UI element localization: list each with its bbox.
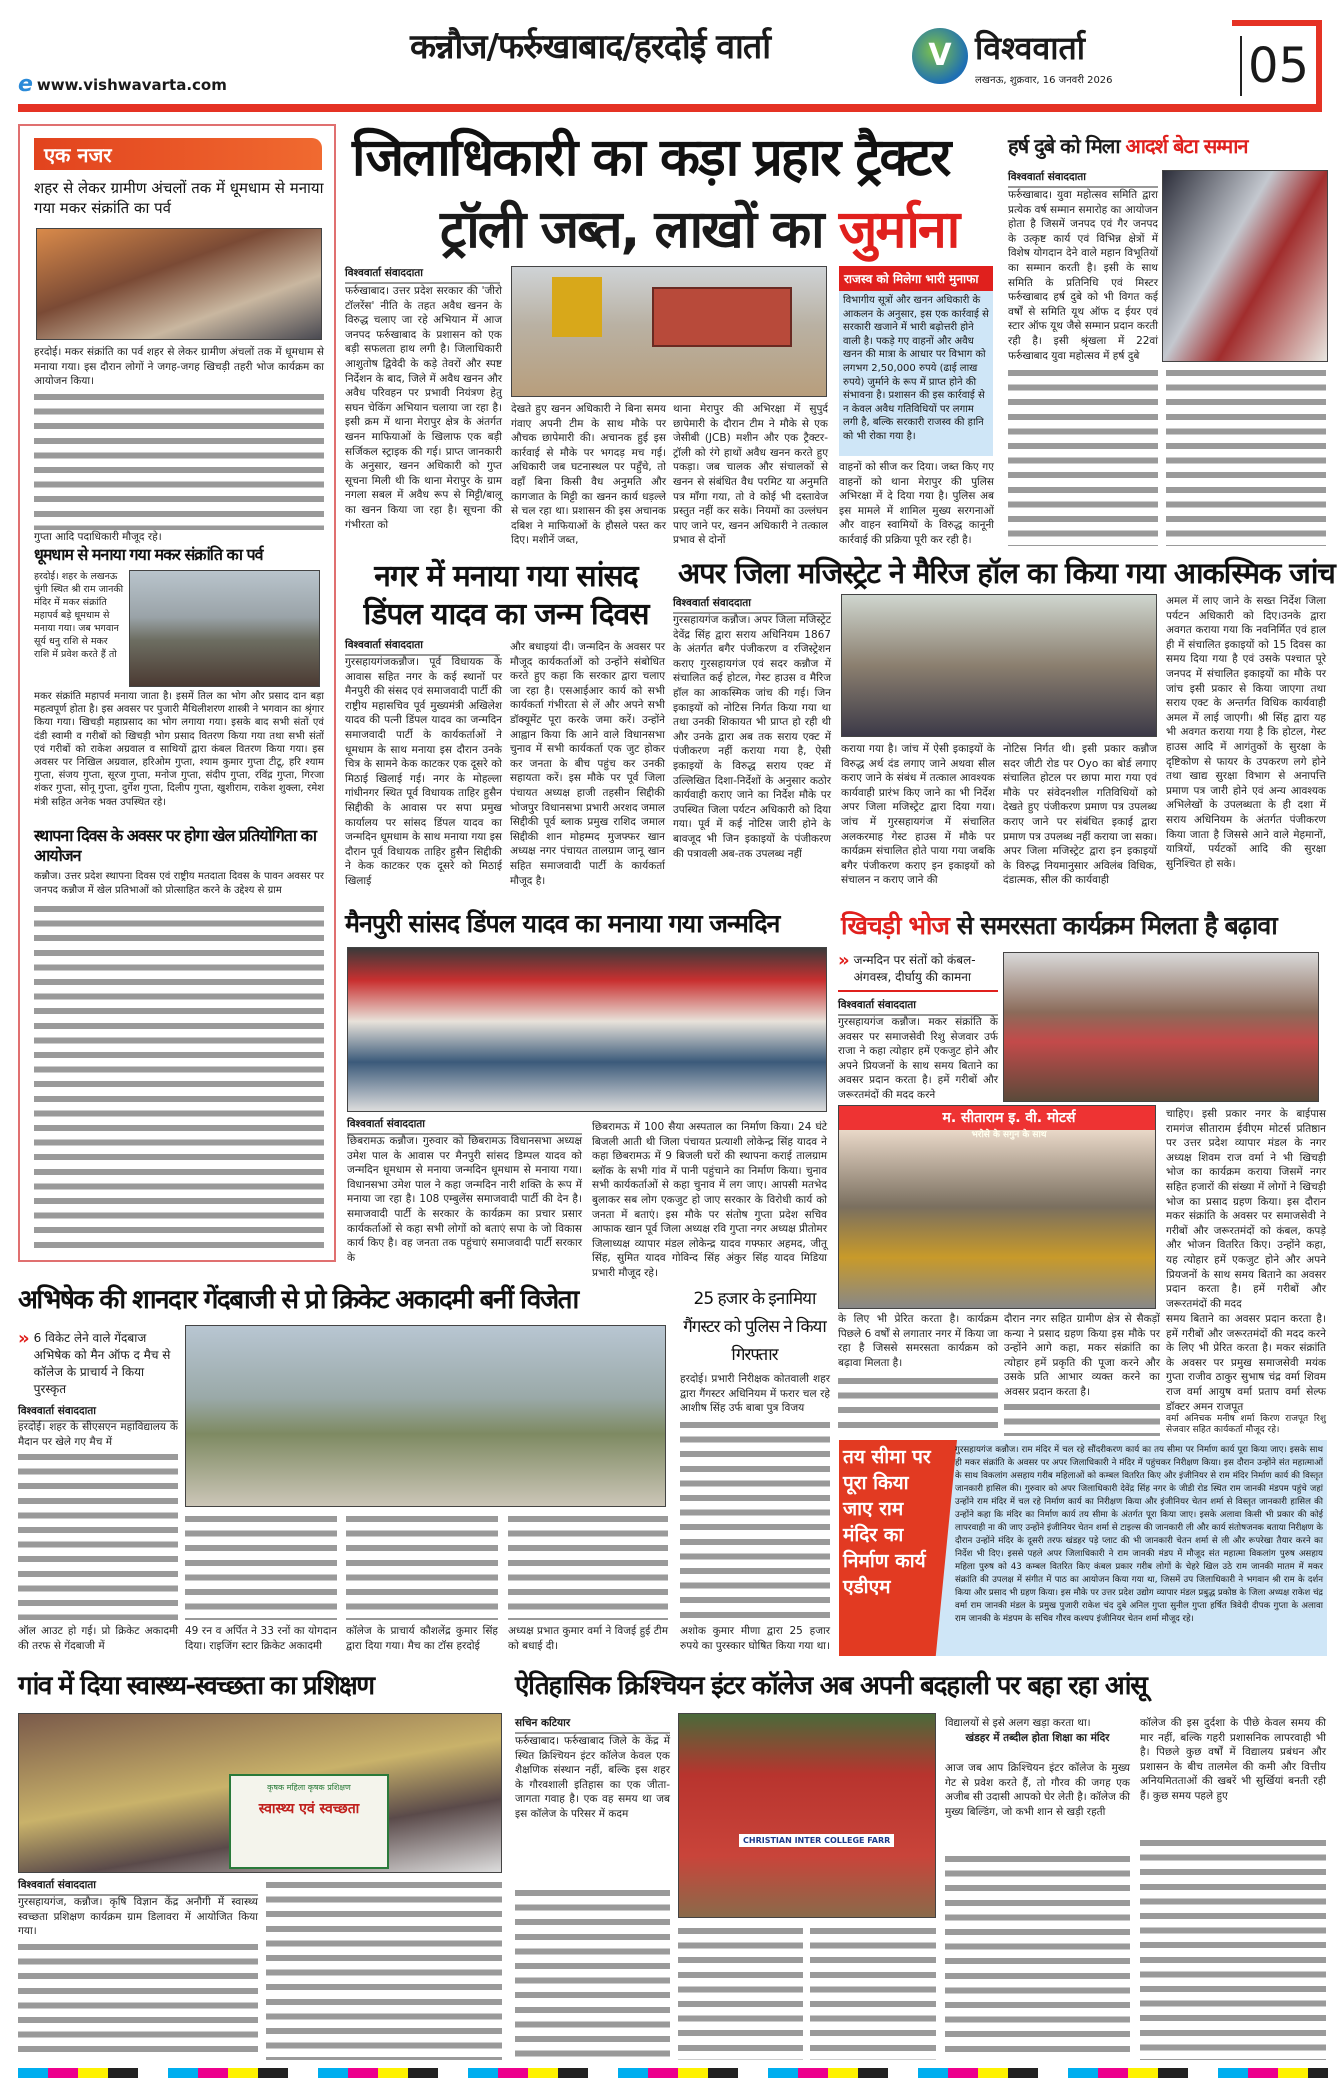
ram-mandir-box	[839, 1440, 1327, 1656]
revenue-box-title: राजस्व को मिलेगा भारी मुनाफा	[839, 266, 993, 291]
photo-birthday-celebration	[347, 947, 827, 1112]
photo-health-training	[18, 1713, 502, 1873]
article-text: नोटिस निर्गत थी। इसी प्रकार कन्नौज सदर जीटी रोड पर Oyo का बोर्ड लगाए संचालित होटल पर छापा मारा गया एवं मौके पर संवेदनशील गतिविधियों को देखते हुए पंजीकरण प्रमाण पत्र उपलब्ध कराए जाने पर संबंधित इकाई द्वारा प्रमाण पत्र उपलब्ध नहीं कराया जा सका। अपर जिला मजिस्ट्रेट द्वारा इन इकाइयों के विरुद्ध नियमानुसार अविलंब विधिक, दंडात्मक, सील की कार्यवाही	[1003, 743, 1157, 887]
article-text: अशोक कुमार मीणा द्वारा 25 हजार रुपये का पुरस्कार घोषित किया गया था।	[680, 1625, 830, 1652]
article-text: फर्रुखाबाद। युवा महोत्सव समिति द्वारा प्रत्येक वर्ष सम्मान समारोह का आयोजन होता है जिसमें जनपद एवं गैर जनपद के उत्कृष्ट कार्य एवं विभिन्न क्षेत्रों में विशेष योगदान देने वाले महान विभूतियों का सम्मान करती है। इसी के साथ समिति के प्रतिनिधि एवं मिस्टर फर्रुखाबाद हर्ष दुबे को भी विगत कई वर्षों से समिति यूथ ऑफ द ईयर एवं स्टार ऑफ यूथ जैसे सम्मान प्रदान करती रही है। इसी श्रृंखला में 22वां फर्रुखाबाद युवा महोत्सव में हर्ष दुबे	[1008, 189, 1158, 362]
article-text: अमल में लाए जाने के सख्त निर्देश जिला पर्यटन अधिकारी को दिए।उनके द्वारा अवगत कराया गया कि नवनिर्मित एवं हाल ही में संचालित इकाइयों को 15 दिवस का समय दिया गया है एवं उसके पश्चात पूरे जनपद में संचालित इकाइयों का मौके पर जांच इसी प्रकार से किया जाएगा तथा सराय एक्ट के अन्तर्गत विधिक कार्यवाही अमल में लाई जाएगी। श्री सिंह द्वारा यह भी अवगत कराया गया है कि होटल, गेस्ट हाउस आदि में आगंतुकों के सुरक्षा के दृष्टिकोण से फायर के उपकरण लगे होने तथा खाद्य सुरक्षा विभाग से अनापत्ति प्रमाण पत्र जारी होने एवं अन्य आवश्यक अभिलेखों के उपलब्धता के ही दशा में सराय अधिनियम के अंतर्गत पंजीकरण किया जाता है जिससे आने वाले मेहमानों, यात्रियों, पर्यटकों आदि की सुरक्षा सुनिश्चित हो सके।	[1166, 595, 1326, 870]
article-text: मकर संक्रांति महापर्व मनाया जाता है। इसमें तिल का भोग और प्रसाद दान बड़ा महत्वपूर्ण होता है। इस अवसर पर पुजारी मैथिलीशरण शास्त्री ने भगवान का श्रृंगार किया गया। खिचड़ी महाप्रसाद का भोग लगाया गया। इसके बाद सभी संतों एवं दंडी स्वामी व गरीबों को खिचड़ी भोग प्रसाद वितरण किया गया तथा सभी संतों एवं गरीबों को राकेश अग्रवाल व साथियों द्वारा कंबल वितरण किया गया। इस अवसर पर निखिल अग्रवाल, हरिओम गुप्ता, श्याम कुमार गुप्ता टीटू, हरि श्याम गुप्ता, संजय गुप्ता, सूरज गुप्ता, मनोज गुप्ता, संदीप गुप्ता, रविंद्र गुप्ता, गिरजा शंकर गुप्ता, सोनू गुप्ता, दुर्गेश गुप्ता, दिलीप गुप्ता, खुशीराम, राकेश शुक्ला, रमेश मंत्री सहित अनेक भक्त उपस्थित रहे।	[34, 691, 324, 808]
headline-gaon-swasthya: गांव में दिया स्वास्थ्य-स्वच्छता का प्रशिक्षण	[18, 1671, 374, 1701]
article-text-continued	[678, 1924, 803, 2060]
byline: विश्ववार्ता संवाददाता	[838, 998, 998, 1016]
article-text: समय बिताने का अवसर प्रदान करता है। हमें गरीबों और जरूरतमंदों की मदद करने के लिए भी प्रेरित करता है। मकर संक्रांति के अवसर पर प्रमुख समाजसेवी मयंक गुप्ता राजीव ठाकुर सुभाष चंद्र वर्मा शिवम राज वर्मा आयुष वर्मा प्रताप वर्मा सेल्फ डॉक्टर अमन राजपूत	[1166, 1313, 1326, 1413]
article-text-continued	[508, 1512, 668, 1620]
photo-cricket-team	[185, 1325, 666, 1507]
article-text-continued	[34, 902, 324, 1254]
print-color-bar	[18, 2068, 1328, 2078]
photo-training-banner: कृषक महिला कृषक प्रशिक्षण स्वास्थ्य एवं स्वच्छता	[229, 1774, 389, 1869]
photo-award-ceremony	[1162, 170, 1328, 362]
article-text: गुरसहायगंज कन्नौज। अपर जिला मजिस्ट्रेट देवेंद्र सिंह द्वारा सराय अधिनियम 1867 के अंतर्गत बगैर पंजीकरण व रजिस्ट्रेशन कराए गुरसहायगंज एवं सदर कन्नौज में संचालित कई होटल, गेस्ट हाउस व मैरिज हॉल का आकस्मिक जांच की गई। जिन इकाइयों को नोटिस निर्गत किया गया था तथा उनकी शिकायत भी प्राप्त हो रही थी और उनके द्वारा अब तक सराय एक्ट में पंजीकरण नहीं कराया गया है, ऐसी इकाइयों के विरुद्ध सराय एक्ट में उल्लिखित दिशा-निर्देशों के अनुसार कठोर कार्यवाही कराए जाने का निर्देश मौके पर उपस्थित जिला पर्यटन अधिकारी को दिया गया। पूर्व में कई नोटिस जारी होने के बावजूद भी जिन इकाइयों के पंजीकरण की पत्रावली अब-तक उपलब्ध नहीं	[673, 614, 831, 860]
page-number-box	[1232, 20, 1322, 112]
photo-jcb-tractor-seized	[511, 266, 827, 397]
article-text: के लिए भी प्रेरित करता है। कार्यक्रम पिछले 6 वर्षों से लगातार नगर में किया जा रहा है जिससे समरसता कार्यक्रम को बढ़ावा मिलता है।	[838, 1313, 998, 1369]
jcb-shape	[552, 277, 602, 337]
article-text: छिबरामऊ में 100 सैया अस्पताल का निर्माण किया। 24 घंटे बिजली आती थी जिला पंचायत प्रत्याशी लोकेन्द्र सिंह यादव ने कहा छिबरामऊ में 9 बिजली घरों की स्थापना कराई तालग्राम ब्लॉक के सभी गांव में पानी पहुंचाने का निर्माण किया। चुनाव सभी कार्यकर्ताओं से कहा चुनाव में लग जाए। आपसी मतभेद बुलाकर सब लोग एकजुट हो जाए सरकार के विरोधी कार्य को जनता में बताएं। इस मौके पर संतोष गुप्ता प्रदेश सचिव आफाक खान पूर्व जिला अध्यक्ष रवि गुप्ता नगर अध्यक्ष प्रीतोमर जिलाध्यक्ष व्यापार मंडल लोकेन्द्र यादव गफ्फार अहमद, जीतू सिंह, सुमित यादव गोविन्द सिंह अंकुर सिंह यादव मिडिया प्रभारी मौजूद रहे।	[592, 1121, 827, 1279]
brand-logo: V	[912, 28, 968, 84]
article-text: फर्रुखाबाद। फर्रुखाबाद जिले के केंद्र में स्थित क्रिश्चियन इंटर कॉलेज केवल एक शैक्षणिक संस्थान नहीं, बल्कि इस शहर के गौरवशाली इतिहास का एक जीता-जागता गवाह है। एक वह समय था जब इस कॉलेज के परिसर में कदम	[515, 1735, 670, 1820]
article-text-continued	[18, 1450, 178, 1620]
article-text: वाहनों को सीज कर दिया। जब्त किए गए वाहनों को थाना मेरापुर की पुलिस अभिरक्षा में दे दिया गया है। पुलिस अब इस मामले में शामिल मुख्य सरगनाओं और वाहन स्वामियों के विरुद्ध कानूनी कार्रवाई की प्रक्रिया पूरी कर रही है।	[839, 461, 994, 546]
article-text: आज जब आप क्रिश्चियन इंटर कॉलेज के मुख्य गेट से प्रवेश करते हैं, तो गौरव की जगह एक अजीब सी उदासी आपको घेर लेती है। कॉलेज की मुख्य बिल्डिंग, जो कभी शान से खड़ी रहती	[945, 1762, 1130, 1818]
byline: विश्ववार्ता संवाददाता	[673, 596, 831, 614]
lead-headline-line2: ट्रॉली जब्त, लाखों का जुर्माना	[440, 200, 959, 260]
photo-sitaram-motors-khichdi	[838, 1105, 1156, 1309]
revenue-info-box	[839, 266, 993, 456]
article-text: और बधाइयां दी। जन्मदिन के अवसर पर मौजूद कार्यकर्ताओं को उन्होंने संबोधित करते हुए कहा कि सरकार द्वारा चलाए जा रहा है। एसआईआर कार्य को सभी कार्यकर्ता गंभीरता से लें और अपने सभी डॉक्यूमेंट पूरा करके जमा करें। उन्होंने आह्वान किया कि आने वाले विधानसभा चुनाव में सभी कार्यकर्ता एक जुट होकर कर जनता के बीच पहुंच कर उनकी सहायता करें। इस मौके पर पूर्व जिला पंचायत अध्यक्ष हाजी तहसीन सिद्दीकी भोजपुर विधानसभा प्रभारी अरशद जमाल सिद्दीकी पूर्व ब्लाक प्रमुख राशिद जमाल सिद्दीकी शान मोहम्मद मुजफ्फर खान अध्यक्ष नगर पंचायत तालग्राम जानू खान सहित समाजवादी पार्टी के कार्यकर्ता मौजूद है।	[510, 641, 665, 887]
headline-makar-sankranti-1: शहर से लेकर ग्रामीण अंचलों तक में धूमधाम से मनाया गया मकर संक्रांति का पर्व	[34, 179, 324, 217]
double-chevron-icon: »	[838, 950, 850, 971]
abhishek-subhead: » 6 विकेट लेने वाले गेंदबाज अभिषेक को मैन ऑफ द मैच से कॉलेज के प्राचार्य ने किया पुरस्कृत	[18, 1328, 171, 1396]
article-text: गुरसहायगंज, कन्नौज। कृषि विज्ञान केंद्र अनौगी में स्वास्थ्य स्वच्छता प्रशिक्षण कार्यक्रम ग्राम डिलावरा में आयोजित किया गया।	[18, 1896, 258, 1938]
headline-gangster-arrested: 25 हजार के इनामिया गैंगस्टर को पुलिस ने किया गिरफ्तार	[683, 1289, 826, 1365]
section-title: कन्नौज/फर्रुखाबाद/हरदोई वार्ता	[410, 27, 771, 67]
article-text-continued	[34, 390, 324, 530]
article-text-continued	[945, 1852, 1130, 2060]
article-text: कॉलेज के प्राचार्य कौशलेंद्र कुमार सिंह द्वारा दिया गया। मैच का टॉस हरदोई	[346, 1625, 498, 1652]
headline-nagar-dimple: नगर में मनाया गया सांसद डिंपल यादव का जन्म दिवस	[363, 559, 649, 632]
article-text: 49 रन व अर्पित ने 33 रनों का योगदान दिया। राइजिंग स्टार क्रिकेट अकादमी	[185, 1625, 337, 1652]
byline: विश्ववार्ता संवाददाता	[345, 638, 500, 656]
tractor-trolley-shape	[652, 287, 792, 347]
article-subhead: खंडहर में तब्दील होता शिक्षा का मंदिर	[965, 1732, 1110, 1744]
photo-marriage-hall-inspection	[841, 594, 1157, 737]
article-text: हरदोई। मकर संक्रांति का पर्व शहर से लेकर ग्रामीण अंचलों तक में धूमधाम से मनाया गया। इस दौरान लोगों ने जगह-जगह खिचड़ी तहरी भोज कार्यक्रम का आयोजन किया।	[34, 346, 324, 388]
photo-shop-banner: म. सीताराम इ. वी. मोटर्स भरोसे के सगुन के साथ	[942, 1110, 1076, 1140]
article-text-continued	[346, 1512, 498, 1620]
article-text-continued	[515, 1886, 670, 2060]
headline-makar-sankranti-2: धूमधाम से मनाया गया मकर संक्रांति का पर्व	[34, 545, 263, 564]
browser-e-icon: e	[18, 72, 33, 97]
article-text: गुरसहायगंजकन्नौज। पूर्व विधायक के आवास सहित नगर के कई स्थानों पर मैनपुरी की संसद एवं समाजवादी पार्टी की राष्ट्रीय महासचिव पूर्व मुख्यमंत्री अखिलेश यादव की पत्नी डिंपल यादव का जन्मदिन समाजवादी पार्टी के कार्यकर्ताओं ने धूमधाम के साथ मनाया इस दौरान उनके चित्र के सामने केक काटकर एक दूसरे को मिठाई खिलाई गई। नगर के मोहल्ला गांधीनगर स्थित पूर्व विधायक ताहिर हुसैन सिद्दीकी के आवास पर सपा प्रमुख कार्यालय पर सांसद डिंपल यादव का जन्मदिन धूमधाम के साथ मनाया गया इस दौरान पूर्व विधायक ताहिर हुसैन सिद्दीकी ने केक काटकर एक दूसरे को मिठाई खिलाई	[345, 656, 502, 887]
byline: विश्ववार्ता संवाददाता	[1008, 170, 1158, 188]
article-text: विद्यालयों से इसे अलग खड़ा करता था।	[945, 1717, 1091, 1729]
byline: विश्ववार्ता संवाददाता	[347, 1117, 582, 1135]
article-text-continued	[266, 1878, 502, 2060]
photo-temple-gathering	[129, 570, 320, 687]
article-text-continued	[1008, 366, 1158, 546]
article-text-continued	[1166, 366, 1326, 546]
article-text: हरदोई। शहर के लखनऊ चुंगी स्थित श्री राम जानकी मंदिर में मकर संक्रांति महापर्व बड़े धूमधाम से मनाया गया। जब भगवान सूर्य धनु राशि से मकर राशि में प्रवेश करते हैं तो	[34, 571, 124, 660]
headline-mainpuri-dimple: मैनपुरी सांसद डिंपल यादव का मनाया गया जन्मदिन	[345, 909, 780, 938]
page-number: 05	[1240, 36, 1309, 96]
college-sign: CHRISTIAN INTER COLLEGE FARR	[739, 1834, 894, 1847]
headline-khichdi-bhoj: खिचड़ी भोज से समरसता कार्यक्रम मिलता है बढ़ावा	[841, 911, 1277, 940]
article-text: कन्नौज। उत्तर प्रदेश स्थापना दिवस एवं राष्ट्रीय मतदाता दिवस के पावन अवसर पर जनपद कन्नौज में खेल प्रतिभाओं को प्रोत्साहित करने के उद्देश्य से ग्राम	[34, 871, 324, 896]
photo-khichdi-event	[36, 228, 322, 340]
byline: विश्ववार्ता संवाददाता	[345, 266, 500, 284]
headline-harsh-dube: हर्ष दुबे को मिला आदर्श बेटा सम्मान	[1008, 134, 1248, 158]
article-text: वर्मा अनिचक मनीष शर्मा किरण राजपूत रिशु सेजवार सहित कार्यकर्ता मौजूद रहे।	[1166, 1414, 1326, 1435]
article-text-continued	[18, 1940, 258, 2060]
article-text: गुरसहायगंज कन्नौज। मकर संक्रांति के अवसर पर समाजसेवी रिशु सेजवार उर्फ राजा ने कहा त्योहार हमें एकजुट होने और अपने प्रियजनों के साथ समय बिताने का अवसर प्रदान करता है। हमें गरीबों और जरूरतमंदों की मदद करने	[838, 1016, 998, 1101]
khichdi-subhead: » जन्मदिन पर संतों को कंबल-अंगवस्त्र, दीर्घायु की कामना	[838, 952, 998, 992]
article-text: ऑल आउट हो गई। प्रो क्रिकेट अकादमी की तरफ से गेंदबाजी में	[18, 1625, 178, 1652]
article-text: थाना मेरापुर की अभिरक्षा में सुपुर्द छापेमारी के दौरान टीम ने मौके से एक जेसीबी (JCB) मशीन और एक ट्रैक्टर-ट्रॉली को रंगे हाथों अवैध खनन करते हुए पकड़ा। जब चालक और संचालकों से खनन से संबंधित वैध परमिट या अनुमति पत्र माँगा गया, तो वे कोई भी दस्तावेज प्रस्तुत नहीं कर सके। नियमों का उल्लंघन पाए जाने पर, खनन अधिकारी ने तत्काल प्रभाव से दोनों	[673, 403, 828, 547]
dateline: लखनऊ, शुक्रवार, 16 जनवरी 2026	[975, 75, 1113, 86]
article-text-end: गुप्ता आदि पदाधिकारी मौजूद रहे।	[34, 531, 162, 543]
article-text-continued	[1140, 1836, 1326, 2060]
photo-khichdi-distribution	[1003, 952, 1319, 1102]
article-text-continued	[185, 1512, 337, 1620]
article-text: छिबरामऊ कन्नौज। गुरुवार को छिबरामऊ विधानसभा अध्यक्ष उमेश पाल के आवास पर मैनपुरी सांसद डिम्पल यादव को जन्मदिन धूमधाम से मनाया जन्मदिन धूमधाम से मनाया गया। विधानसभा उमेश पाल ने कहा जन्मदिन नारी शक्ति के रूप में मनाया जा रहा है। 108 एम्बुलेंस समाजवादी पार्टी की देन है। समाजवादी पार्टी के सरकार के कार्यक्रम का प्रचार प्रसार कार्यकर्ताओं से कहा सभी लोगों को बताएं सपा के जो विकास कार्य किए है। वह जनता तक पहुंचाएं समाजवादी पार्टी सरकार के	[347, 1135, 582, 1264]
photo-christian-college-building	[678, 1713, 936, 1918]
article-text-continued	[680, 1418, 830, 1622]
byline: विश्ववार्ता संवाददाता	[18, 1404, 178, 1422]
ek-nazar-label: एक नजर	[34, 138, 322, 170]
article-text: कॉलेज की इस दुर्दशा के पीछे केवल समय की मार नहीं, बल्कि गहरी प्रशासनिक लापरवाही भी है। पिछले कुछ वर्षों में विद्यालय प्रबंधन और प्रशासन के बीच तालमेल की कमी और वित्तीय अनियमितताओं की खबरें भी सुर्खियां बनती रही हैं। कुछ समय पहले हुए	[1140, 1717, 1326, 1802]
article-text: फर्रुखाबाद। उत्तर प्रदेश सरकार की 'जीरो टॉलरेंस' नीति के तहत अवैध खनन के विरुद्ध चलाए जा रहे अभियान में आज जनपद फर्रुखाबाद के प्रशासन को एक बड़ी सफलता हाथ लगी है। जिलाधिकारी आशुतोष द्विवेदी के कड़े तेवरों और स्पष्ट निर्देशन के बाद, जिले में अवैध खनन और अवैध परिवहन पर प्रभावी नियंत्रण हेतु सघन चेकिंग अभियान चलाया जा रहा है। इसी क्रम में थाना मेरापुर क्षेत्र के अंतर्गत खनन माफियाओं के खिलाफ एक बड़ी सर्जिकल स्ट्राइक की गई। प्राप्त जानकारी के अनुसार, खनन अधिकारी को गुप्त सूचना मिली थी कि थाना मेरापुर के ग्राम नगला सबल में अवैध रूप से मिट्टी/बालू का खनन किया जा रहा है। सूचना की गंभीरता को	[345, 285, 502, 531]
headline-christian-college: ऐतिहासिक क्रिश्चियन इंटर कॉलेज अब अपनी बदहाली पर बहा रहा आंसू	[515, 1671, 1147, 1701]
headline-sthapna-diwas: स्थापना दिवस के अवसर पर होगा खेल प्रतियोगिता का आयोजन	[34, 826, 317, 865]
author-byline: सचिन कटियार	[515, 1716, 670, 1734]
article-text: हरदोई। शहर के सीएसएन महाविद्यालय के मैदान पर खेले गए मैच में	[18, 1421, 178, 1448]
article-text-continued	[838, 1374, 998, 1436]
article-text-continued	[810, 1924, 936, 2060]
ram-mandir-headline: तय सीमा पर पूरा किया जाए राम मंदिर का निर्माण कार्य एडीएम	[843, 1446, 931, 1598]
article-text: कराया गया है। जांच में ऐसी इकाइयों के विरुद्ध अर्थ दंड लगाए जाने अथवा सील कराए जाने के संबंध में तत्काल आवश्यक कार्यवाही प्रारंभ किए जाने का भी निर्देश अपर जिला मजिस्ट्रेट द्वारा दिया गया। जांच में गुरसहायगंज में संचालित अलकरमाह गेस्ट हाउस में मौके पर कार्यक्रम संचालित होते पाया गया जबकि बगैर पंजीकरण कराए इन इकाइयों को संचालन न कराए जाने की	[841, 743, 995, 887]
article-text-continued	[1004, 1400, 1160, 1436]
article-text: अध्यक्ष प्रभात कुमार वर्मा ने विजई हुई टीम को बधाई दी।	[508, 1625, 668, 1652]
byline: विश्ववार्ता संवाददाता	[18, 1878, 258, 1896]
ram-mandir-text: गुरसहायगंज कन्नौज। राम मंदिर में चल रहे सौंदरीकरण कार्य का तय सीमा पर निर्माण कार्य पूरा किया जाए। इसके साथ ही मकर संक्रांति के अवसर पर अपर जिलाधिकारी ने मंदिर में पहुंचकर निरीक्षण किया। इस दौरान उन्होंने संत महात्माओं के साथ विकलांग असहाय गरीब महिलाओं को कम्बल वितरित किए और इंजीनियर से राम मंदिर निर्माण कार्य की विस्तृत जानकारी हासिल की। गुरुवार को अपर जिलाधिकारी देवेंद्र सिंह नगर के जीडी रोड स्थित राम जानकी मंडपम पहुंचे जहां उन्होंने राम मंदिर में चल रहे निर्माण कार्य का निरीक्षण किया और इंजीनियर चेतन शर्मा से विस्तृत जानकारी हासिल की उन्होंने कहा कि मंदिर का निर्माण कार्य तय सीमा के अंतर्गत पूरा किया जाए। इसके अलावा किसी भी प्रकार की कोई लापरवाही ना की जाए उन्होंने इंजीनियर चेतन शर्मा से टाइल्स की जानकारी ली और कार्य संतोषजनक बताया निरीक्षण के दौरान उन्होंने मंदिर के दूसरी तरफ खंडहर पड़े प्लाट की भी जानकारी चेतन शर्मा से ली और रूपरेखा तैयार करने का निर्देश भी दिए। इससे पहले अपर जिलाधिकारी ने राम जानकी मंडप में मौजूद संत महात्मा विकलांग पुरुष असहाय महिला पुरुष को 43 कम्बल वितरित किए कंबल प्रकार गरीब लोगों के चेहरे खिल उठे राम जानकी मातम में मकर संक्रांति की उपलक्ष में संगीत में पाठ का आयोजन किया गया था, जिसमें उप जिलाधिकारी ने भगवान श्री राम के दर्शन किया और प्रसाद भी ग्रहण किया। इस मौके पर उत्तर प्रदेश उद्योग व्यापार मंडल प्रबुद्ध प्रकोष्ठ के जिला अध्यक्ष राकेश चंद्र वर्मा राम जानकी मंडल के प्रमुख पुजारी राकेश चंद दुबे अनिल गुप्ता सुनील गुप्ता हर्षित त्रिवेदी दीपक गुप्ता के अलावा राम जानकी के मंडपम के सचिव गौरव कश्यप इंजीनियर चेतन शर्मा मौजूद रहे।	[955, 1445, 1323, 1624]
header-rule	[18, 104, 1318, 112]
page-header	[0, 0, 1339, 110]
revenue-box-text: विभागीय सूत्रों और खनन अधिकारी के आकलन के अनुसार, इस एक कार्रवाई से सरकारी खजाने में भारी बढ़ोत्तरी होने वाली है। पकड़े गए वाहनों और अवैध खनन की मात्रा के आधार पर विभाग को लगभग 2,50,000 रुपये (ढाई लाख रुपये) जुर्माने के रूप में प्राप्त होने की संभावना है। प्रशासन की इस कार्रवाई से न केवल अवैध गतिविधियों पर लगाम लगी है, बल्कि सरकारी राजस्व की हानि को भी रोका गया है।	[843, 295, 989, 442]
website-link[interactable]: e www.vishwavarta.com	[18, 72, 227, 97]
headline-abhishek-cricket: अभिषेक की शानदार गेंदबाजी से प्रो क्रिकेट अकादमी बनीं विजेता	[18, 1285, 578, 1315]
double-chevron-icon: »	[18, 1328, 30, 1349]
article-text: दौरान नगर सहित ग्रामीण क्षेत्र से सैकड़ों कन्या ने प्रसाद ग्रहण किया इस मौके पर उन्होंने आगे कहा, मकर संक्रांति का त्योहार हमें प्रकृति की पूजा करने और उसके प्रति आभार व्यक्त करने का अवसर प्रदान करता है।	[1004, 1313, 1160, 1398]
article-text: चाहिए। इसी प्रकार नगर के बाईपास रामगंज सीताराम ईवीएम मोटर्स प्रतिष्ठान पर उत्तर प्रदेश व्यापार मंडल के नगर अध्यक्ष शिवम राज वर्मा ने भी खिचड़ी भोज का कार्यक्रम कराया जिसमें नगर सहित हजारों की संख्या में लोगों ने खिचड़ी भोज का प्रसाद ग्रहण किया। इस दौरान मकर संक्रांति के अवसर पर समाजसेवी ने गरीबों और जरूरतमंदों को कंबल, कपड़े और भोजन वितरित किए। उन्होंने कहा, यह त्योहार हमें एकजुट होने और अपने प्रियजनों के साथ समय बिताने का अवसर प्रदान करता है। हमें गरीबों और जरूरतमंदों की मदद	[1166, 1108, 1326, 1310]
article-text: देखते हुए खनन अधिकारी ने बिना समय गंवाए अपनी टीम के साथ मौके पर औचक छापेमारी की। अचानक हुई इस कार्रवाई से मौके पर भगदड़ मच गई। अधिकारी जब घटनास्थल पर पहुँचे, तो वहाँ बिना किसी वैध अनुमति और कागजात के मिट्टी का खनन कार्य धड़ल्ले से चल रहा था। प्रशासन की इस अचानक दबिश ने माफियाओं के हौसले पस्त कर दिए। मशीनें जब्त,	[511, 403, 666, 547]
lead-headline-line1: जिलाधिकारी का कड़ा प्रहार ट्रैक्टर	[352, 128, 950, 188]
brand-name: विश्ववार्ता	[975, 29, 1086, 67]
article-text: हरदोई। प्रभारी निरीक्षक कोतवाली शहर द्वारा गैंगस्टर अधिनियम में फरार चल रहे आशीष सिंह उर्फ बाबा पुत्र विजय	[680, 1373, 830, 1415]
headline-apar-zila-magistrate: अपर जिला मजिस्ट्रेट ने मैरिज हॉल का किया गया आकस्मिक जांच	[678, 556, 1335, 590]
